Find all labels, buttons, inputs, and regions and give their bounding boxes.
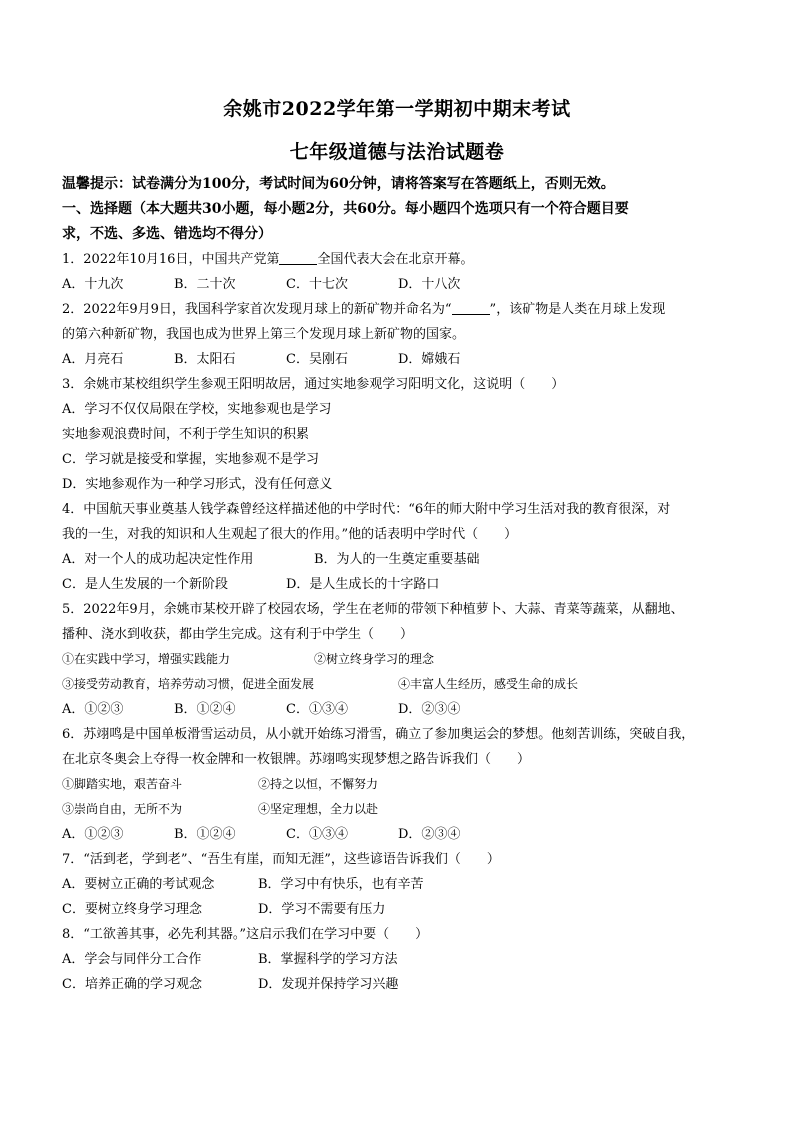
exam-content: [62, 172, 734, 997]
exam-title: 余姚市2022学年第一学期初中期末考试: [223, 98, 571, 120]
question-5-stem-line1: 5．2022年9月，余姚市某校开辟了校园农场，学生在老师的带领下种植萝卜、大蒜、青菜等蔬菜，从翻地、: [62, 602, 684, 617]
question-1-option-d: D．十八次: [398, 277, 461, 292]
question-5-option-b: B．①②④: [174, 702, 236, 717]
question-8-option-d: D．发现并保持学习兴趣: [258, 977, 399, 992]
question-6-stem-line1: 6．苏翊鸣是中国单板滑雪运动员，从小就开始练习滑雪，确立了参加奥运会的梦想。他刻苦训练，突破自我，: [62, 727, 695, 742]
question-4-options-row1: [62, 547, 734, 572]
question-8-option-c: C．培养正确的学习观念: [62, 977, 202, 992]
question-4-option-a: A．对一个人的成功起决定性作用: [62, 552, 254, 567]
question-6-option-b: B．①②④: [174, 827, 236, 842]
question-3-stem: 3．余姚市某校组织学生参观王阳明故居，通过实地参观学习阳明文化，这说明（ ）: [62, 377, 565, 392]
question-5-statements-row2: [62, 672, 734, 697]
question-5-statement-4: ④丰富人生经历，感受生命的成长: [398, 677, 579, 691]
question-2-option-d: D．嫦娥石: [398, 352, 461, 367]
question-5-statement-3: ③接受劳动教育，培养劳动习惯，促进全面发展: [62, 677, 315, 691]
question-6-stem-line2: 在北京冬奥会上夺得一枚金牌和一枚银牌。苏翊鸣实现梦想之路告诉我们（ ）: [62, 752, 531, 767]
question-4-option-b: B．为人的一生奠定重要基础: [314, 552, 480, 567]
question-2-stem-line1: [62, 297, 734, 322]
question-7-option-c: C．要树立终身学习理念: [62, 902, 202, 917]
question-2-stem-line2: 的第六种新矿物，我国也成为世界上第三个发现月球上新矿物的国家。: [62, 327, 466, 342]
question-8-stem: 8．“工欲善其事，必先利其器。”这启示我们在学习中要（ ）: [62, 927, 429, 942]
question-5-statements-row1: [62, 647, 734, 672]
question-1-stem: [62, 247, 734, 272]
question-6-options: [62, 822, 734, 847]
question-6-option-a: A．①②③: [62, 827, 124, 842]
question-1-options: [62, 272, 734, 297]
question-7-option-d: D．学习不需要有压力: [258, 902, 386, 917]
question-5-statement-2: ②树立终身学习的理念: [314, 652, 435, 666]
question-7-option-a: A．要树立正确的考试观念: [62, 877, 215, 892]
question-6-statement-3: ③崇尚自由，无所不为: [62, 802, 183, 816]
question-6-statement-4: ④坚定理想，全力以赴: [258, 802, 379, 816]
question-2-stem-b: ”，该矿物是人类在月球上发现: [489, 302, 666, 317]
exam-subtitle: 七年级道德与法治试题卷: [289, 141, 505, 163]
question-6-statements-row1: [62, 772, 734, 797]
question-5-option-a: A．①②③: [62, 702, 124, 717]
answer-blank: [279, 250, 317, 265]
question-6-statement-2: ②持之以恒，不懈努力: [258, 777, 379, 791]
question-4-option-c: C．是人生发展的一个新阶段: [62, 577, 228, 592]
question-4-options-row2: [62, 572, 734, 597]
question-3-option-c: C．学习就是接受和掌握，实地参观不是学习: [62, 452, 319, 467]
question-2-stem-a: 2．2022年9月9日，我国科学家首次发现月球上的新矿物并命名为“: [62, 302, 452, 317]
question-1-option-a: A．十九次: [62, 277, 124, 292]
question-2-option-b: B．太阳石: [174, 352, 236, 367]
question-2-options: [62, 347, 734, 372]
question-8-options-row2: [62, 972, 734, 997]
question-5-option-c: C．①③④: [286, 702, 348, 717]
section-heading-line1: 一、选择题（本大题共30小题，每小题2分，共60分。每小题四个选项只有一个符合题目要: [62, 201, 629, 217]
question-5-option-d: D．②③④: [398, 702, 461, 717]
question-6-option-d: D．②③④: [398, 827, 461, 842]
question-4-stem-line2: 我的一生，对我的知识和人生观起了很大的作用。”他的话表明中学时代（ ）: [62, 527, 518, 542]
question-4-stem-line1: 4．中国航天事业奠基人钱学森曾经这样描述他的中学时代：“6年的师大附中学习生活对我的教育很深，对: [62, 502, 671, 517]
question-8-option-a: A．学会与同伴分工合作: [62, 952, 202, 967]
question-1-stem-a: 1．2022年10月16日，中国共产党第: [62, 252, 280, 267]
question-5-options: [62, 697, 734, 722]
question-5-statement-1: ①在实践中学习，增强实践能力: [62, 652, 231, 666]
question-7-options-row2: [62, 897, 734, 922]
question-8-option-b: B．掌握科学的学习方法: [258, 952, 398, 967]
section-heading-line2: 求，不选、多选、错选均不得分）: [62, 226, 272, 242]
question-3-option-a: A．学习不仅仅局限在学校，实地参观也是学习: [62, 402, 332, 417]
question-6-statement-1: ①脚踏实地，艰苦奋斗: [62, 777, 183, 791]
answer-blank: [452, 300, 490, 315]
warm-tip: 温馨提示：试卷满分为100分，考试时间为60分钟，请将答案写在答题纸上，否则无效。: [62, 176, 615, 192]
question-4-option-d: D．是人生成长的十字路口: [286, 577, 440, 592]
question-2-option-a: A．月亮石: [62, 352, 124, 367]
question-2-option-c: C．吴刚石: [286, 352, 348, 367]
question-7-options-row1: [62, 872, 734, 897]
question-1-stem-b: 全国代表大会在北京开幕。: [317, 252, 474, 267]
question-3-option-b: 实地参观浪费时间，不利于学生知识的积累: [62, 427, 310, 442]
question-6-statements-row2: [62, 797, 734, 822]
question-8-options-row1: [62, 947, 734, 972]
question-7-stem: 7．“活到老，学到老”、“吾生有崖，而知无涯”，这些谚语告诉我们（ ）: [62, 852, 500, 867]
question-3-option-d: D．实地参观作为一种学习形式，没有任何意义: [62, 477, 333, 492]
question-5-stem-line2: 播种、浇水到收获，都由学生完成。这有利于中学生（ ）: [62, 627, 414, 642]
question-7-option-b: B．学习中有快乐，也有辛苦: [258, 877, 424, 892]
question-6-option-c: C．①③④: [286, 827, 348, 842]
question-1-option-b: B．二十次: [174, 277, 236, 292]
question-1-option-c: C．十七次: [286, 277, 348, 292]
